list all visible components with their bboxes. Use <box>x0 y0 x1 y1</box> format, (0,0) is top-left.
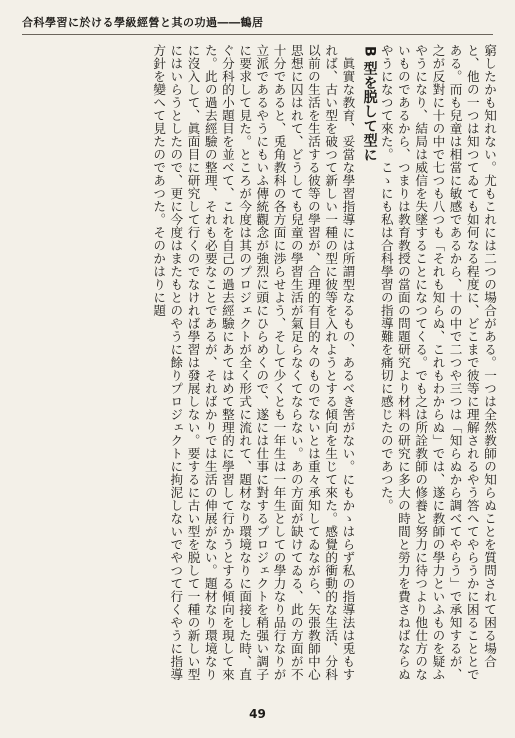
header-rule <box>22 34 493 35</box>
section-heading-mark: B <box>361 46 378 58</box>
section-heading <box>356 44 377 692</box>
paragraph-section-b: 眞實な教育、妥當な學習指導には所謂型なるもの、あるべき筈がない。にもかゝはらず私の指導法は兎もすれば、古い型を破つて新しい一種の型に彼等を入れようとする傾向を生じて來た。感覺的衝動的な生活、分科以前の生活を生活する彼等の學習が、合理的有目的々のものでないとは重々承知してゐながら、矢張教師中心思想に囚はれて、どうしても兒童の學習生活が氣足らなくてならない。あの方面が缺けてゐる、此の方面が不十分であると、兎角教科の各方面に渉らせよう、そして少くとも一年生は一年生としての學力なり品行なりが立派であるやうにもいふ傳統觀念が強烈に頭にひらめくので、遂には仕事に對するプロジェクトを稍强い調子に要求して見た。ところが今度は其のプロジェクトが全く形式に流れて、題材なり環境なりに面接した時、直ぐ分科的小題目を並べて、これを自己の過去經驗にあてはめて整理的に學習して行かうとする傾向を現して來た。此の過去經驗の整理、それも必要なことであるが、そればかりでは生活の伸展がない。題材なり環境なりに沒入して、眞面目に研究して行くのでなければ學習は發展しない。要するに古い型を脱して一種の新しい型にはいらうとしたので、更に今度はまたもとのやうに餘りプロジェクトに拘泥しないでやつて行くやうに指導方針を變へて見たのであつた。そのかはりに題 <box>151 44 356 681</box>
section-heading-text: 型を脱して型に <box>361 61 378 162</box>
running-header: 合科學習に於ける學級經營と其の功過――鶴居 <box>22 16 264 29</box>
page-number: 49 <box>249 707 266 721</box>
paragraph-continuation: 窮したかも知れない。尤もこれには二つの場合がある。一つは全然教師の知らぬことを質問されて困る場合と、他の一つは知つてゐても如何なる程度に、どこまで彼等に理解されるやう答へてやらうかに困ることとである。而も兒童は相當に敏感であるから、十の中で二つや三つは「知らぬから調べてやらう」で承知するが、之が反對に十の中で七つも八つも「それも知らぬ、これもわからぬ」では、遂に教師の學力といふものを疑ふやうになり、結局は威信を失墜することになつてくる。でも之は所詮教師の修養と努力に待つより他仕方のないものであるから、つまりは教育教授の當面の問題研究より材料の研究に多大の時間と勞力を費さねばならぬやうになつて來た。こゝにも私は合科學習の指導難を痛切に感じたのであつた。 <box>378 44 497 681</box>
vertical-body-text <box>20 44 498 692</box>
